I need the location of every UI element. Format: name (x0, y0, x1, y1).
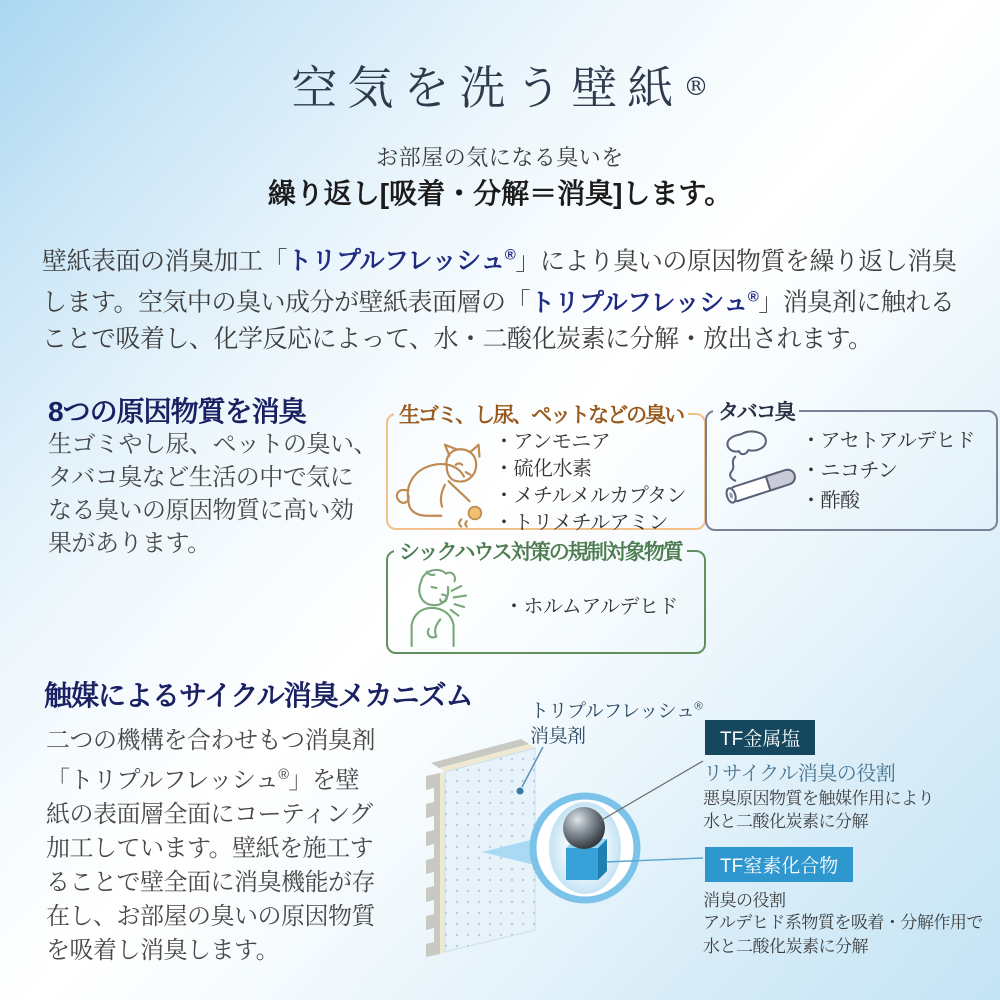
odor-box-garbage-pets-body (394, 429, 698, 537)
odor-item: ・メチルメルカプタン (494, 485, 686, 507)
odor-item: ・ニコチン (801, 460, 898, 482)
odor-item: ・酢酸 (801, 490, 860, 512)
tf-nitrogen-compound-description: アルデヒド系物質を吸着・分解作用で 水と二酸化炭素に分解 (703, 913, 983, 956)
odor-box-sick-house (386, 536, 706, 654)
sphere-callout-line (600, 761, 703, 821)
page-title: 空気を洗う壁紙® (291, 61, 709, 115)
odor-box-tobacco (705, 396, 998, 531)
subtitle-line2: 繰り返し[吸着・分解＝消臭]します。 (267, 178, 733, 209)
odor-section-body: 生ゴミやし尿、ペットの臭い、 タバコ臭など生活の中で気に なる臭いの原因物質に高い効 果があります。 (48, 431, 377, 557)
label-leader-dot (517, 788, 524, 795)
odor-box-garbage-pets (386, 399, 706, 534)
odor-box-sick-house-title: シックハウス対策の規制対象物質 (399, 541, 682, 564)
odor-item: ・アンモニア (494, 431, 611, 453)
odor-box-tobacco-title: タバコ臭 (718, 401, 794, 424)
odor-section-heading: 8つの原因物質を消臭 (48, 396, 306, 427)
cigarette-icon (713, 426, 801, 516)
tf-nitrogen-compound-role: 消臭の役割 (703, 891, 786, 910)
coughing-person-icon (402, 566, 488, 648)
mechanism-section-heading: 触媒によるサイクル消臭メカニズム (44, 680, 473, 711)
odor-box-garbage-pets-title: 生ゴミ、し尿、ペットなどの臭い (399, 404, 684, 427)
odor-item: ・トリメチルアミン (494, 512, 669, 534)
intro-paragraph: 壁紙表面の消臭加工「トリプルフレッシュ®」により臭いの原因物質を繰り返し消臭 します。空気中の臭い成分が壁紙表面層の「トリプルフレッシュ®」消臭剤に触れる ことで吸着し、化学反応によって、水・二酸化炭素に分解・放出されます。 (42, 247, 957, 353)
subtitle-line1: お部屋の気になる臭いを (376, 145, 624, 170)
odor-item: ・アセトアルデヒド (801, 430, 975, 452)
odor-box-tobacco-items (801, 426, 975, 516)
mechanism-section-body: 二つの機構を合わせもつ消臭剤 「トリプルフレッシュ®」を壁 紙の表面層全面にコーティング 加工しています。壁紙を施工す ることで壁全面に消臭機能が存 在し、お部屋の臭いの原因物質 を吸着し消臭します。 (46, 727, 375, 964)
odor-item: ・硫化水素 (494, 458, 592, 480)
tf-metal-salt-role: リサイクル消臭の役割 (703, 763, 896, 785)
odor-box-tobacco-body (713, 426, 990, 516)
odor-box-garbage-pets-items (494, 429, 686, 537)
metal-salt-sphere (563, 807, 605, 849)
tf-metal-salt-badge: TF金属塩 (705, 720, 815, 755)
deodorant-label: トリプルフレッシュ® 消臭剤 (530, 701, 703, 748)
odor-box-sick-house-items (504, 594, 678, 621)
tf-metal-salt-description: 悪臭原因物質を触媒作用により 水と二酸化炭素に分解 (703, 789, 934, 831)
cat-icon (394, 436, 494, 530)
tf-nitrogen-compound-badge: TF窒素化合物 (705, 847, 853, 882)
odor-item: ・ホルムアルデヒド (504, 595, 678, 618)
odor-box-sick-house-body (394, 566, 698, 648)
